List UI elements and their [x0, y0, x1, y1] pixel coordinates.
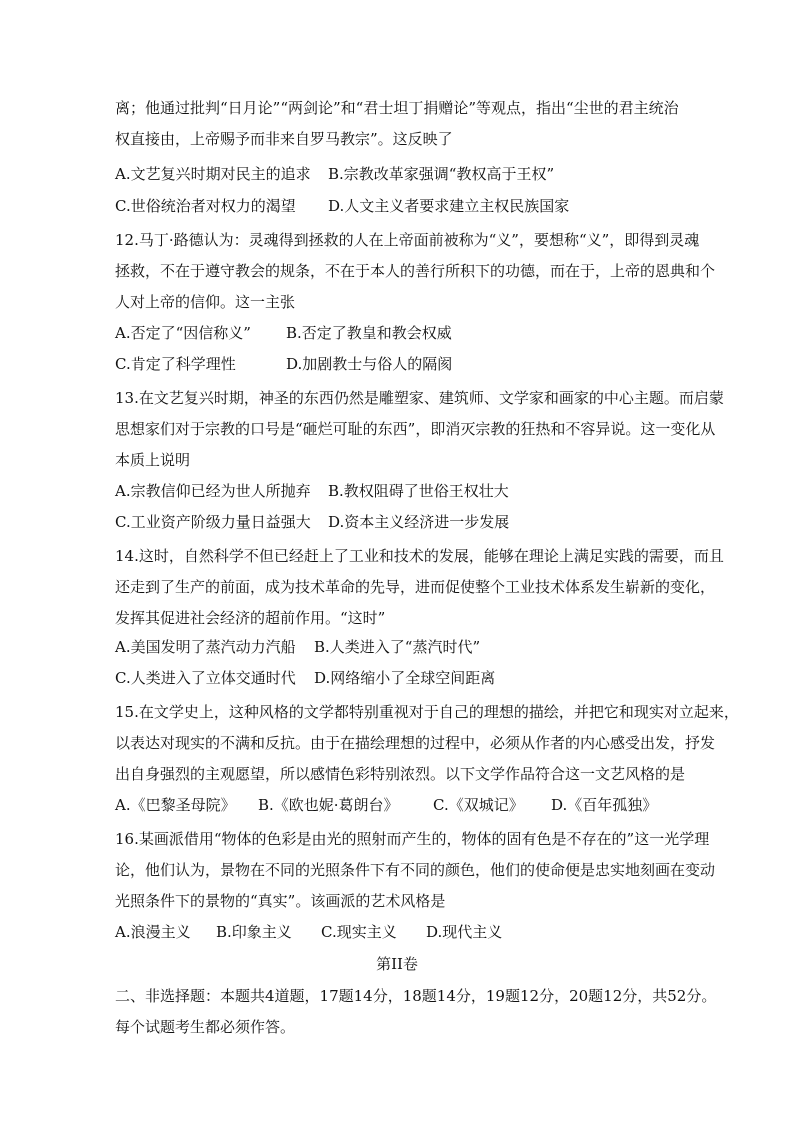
q14-option-c: C.人类进入了立体交通时代 [115, 669, 296, 687]
part2-title: 第II卷 [376, 955, 418, 973]
q11-option-c: C.世俗统治者对权力的渴望 [115, 197, 296, 215]
q16-option-d: D.现代主义 [426, 923, 503, 941]
q12-options-row-2 [115, 354, 715, 374]
q13-option-a: A.宗教信仰已经为世人所抛弃 [115, 482, 311, 500]
q14-option-d: D.网络缩小了全球空间距离 [314, 669, 496, 687]
q12-option-a: A.否定了“因信称义” [115, 324, 251, 342]
q15-option-d: D.《百年孤独》 [551, 796, 658, 814]
q15-text-line-1: 15.在文学史上，这种风格的文学都特别重视对于自己的理想的描绘，并把它和现实对立起来， [115, 703, 739, 721]
q13-text-line-3: 本质上说明 [115, 451, 191, 469]
q15-option-a: A.《巴黎圣母院》 [115, 796, 236, 814]
q13-option-c: C.工业资产阶级力量日益强大 [115, 513, 311, 531]
q16-option-b: B.印象主义 [216, 923, 292, 941]
q13-text-line-1: 13.在文艺复兴时期，神圣的东西仍然是雕塑家、建筑师、文学家和画家的中心主题。而启蒙 [115, 389, 724, 407]
q15-text-line-2: 以表达对现实的不满和反抗。由于在描绘理想的过程中，必须从作者的内心感受出发，抒发 [115, 734, 716, 752]
q14-text-line-3: 发挥其促进社会经济的超前作用。“这时” [115, 609, 386, 627]
q16-options-row [115, 922, 715, 942]
q13-options-row-2 [115, 512, 715, 532]
q16-text-line-1: 16.某画派借用“物体的色彩是由光的照射而产生的，物体的固有色是不存在的”这一光学理 [115, 830, 710, 848]
q12-text-line-1: 12.马丁·路德认为：灵魂得到拯救的人在上帝面前被称为“义”，要想称“义”，即得到灵魂 [115, 231, 700, 249]
q13-option-b: B.教权阻碍了世俗王权壮大 [328, 482, 509, 500]
q14-option-b: B.人类进入了“蒸汽时代” [314, 638, 481, 656]
q14-option-a: A.美国发明了蒸汽动力汽船 [115, 638, 296, 656]
q13-text-line-2: 思想家们对于宗教的口号是“砸烂可耻的东西”，即消灭宗教的狂热和不容异说。这一变化从 [115, 420, 716, 438]
q11-option-a: A.文艺复兴时期对民主的追求 [115, 165, 311, 183]
q11-text-line-1: 离；他通过批判“日月论”“两剑论”和“君士坦丁捐赠论”等观点，指出“尘世的君主统治 [115, 99, 679, 117]
q14-text-line-1: 14.这时，自然科学不但已经赶上了工业和技术的发展，能够在理论上满足实践的需要，而且 [115, 547, 724, 565]
q16-option-a: A.浪漫主义 [115, 923, 191, 941]
q11-options-row-2 [115, 196, 715, 216]
q15-text-line-3: 出自身强烈的主观愿望，所以感情色彩特别浓烈。以下文学作品符合这一文艺风格的是 [115, 765, 686, 783]
q16-option-c: C.现实主义 [321, 923, 397, 941]
q12-text-line-3: 人对上帝的信仰。这一主张 [115, 293, 296, 311]
q15-options-row [115, 795, 715, 815]
part2-instructions-line-2: 每个试题考生都必须作答。 [115, 1018, 296, 1036]
part2-instructions-line-1: 二、非选择题：本题共4道题，17题14分，18题14分，19题12分，20题12分，共52分。 [115, 987, 717, 1005]
q12-option-c: C.肯定了科学理性 [115, 355, 236, 373]
q11-text-line-2: 权直接由，上帝赐予而非来自罗马教宗”。这反映了 [115, 130, 453, 148]
q11-option-b: B.宗教改革家强调“教权高于王权” [328, 165, 555, 183]
q13-option-d: D.资本主义经济进一步发展 [328, 513, 510, 531]
q12-option-b: B.否定了教皇和教会权威 [286, 324, 452, 342]
q14-options-row-1 [115, 637, 715, 657]
q12-text-line-2: 拯救，不在于遵守教会的规条，不在于本人的善行所积下的功德，而在于，上帝的恩典和个 [115, 262, 716, 280]
q16-text-line-3: 光照条件下的景物的“真实”。该画派的艺术风格是 [115, 892, 446, 910]
q15-option-c: C.《双城记》 [433, 796, 524, 814]
q13-options-row-1 [115, 481, 715, 501]
q14-text-line-2: 还走到了生产的前面，成为技术革命的先导，进而促使整个工业技术体系发生崭新的变化， [115, 578, 716, 596]
q11-option-d: D.人文主义者要求建立主权民族国家 [328, 197, 570, 215]
q12-option-d: D.加剧教士与俗人的隔阂 [286, 355, 453, 373]
q11-options-row-1 [115, 164, 715, 184]
q14-options-row-2 [115, 668, 715, 688]
q15-option-b: B.《欧也妮·葛朗台》 [258, 796, 399, 814]
q16-text-line-2: 论，他们认为，景物在不同的光照条件下有不同的颜色，他们的使命便是忠实地刻画在变动 [115, 861, 716, 879]
q12-options-row-1 [115, 323, 715, 343]
